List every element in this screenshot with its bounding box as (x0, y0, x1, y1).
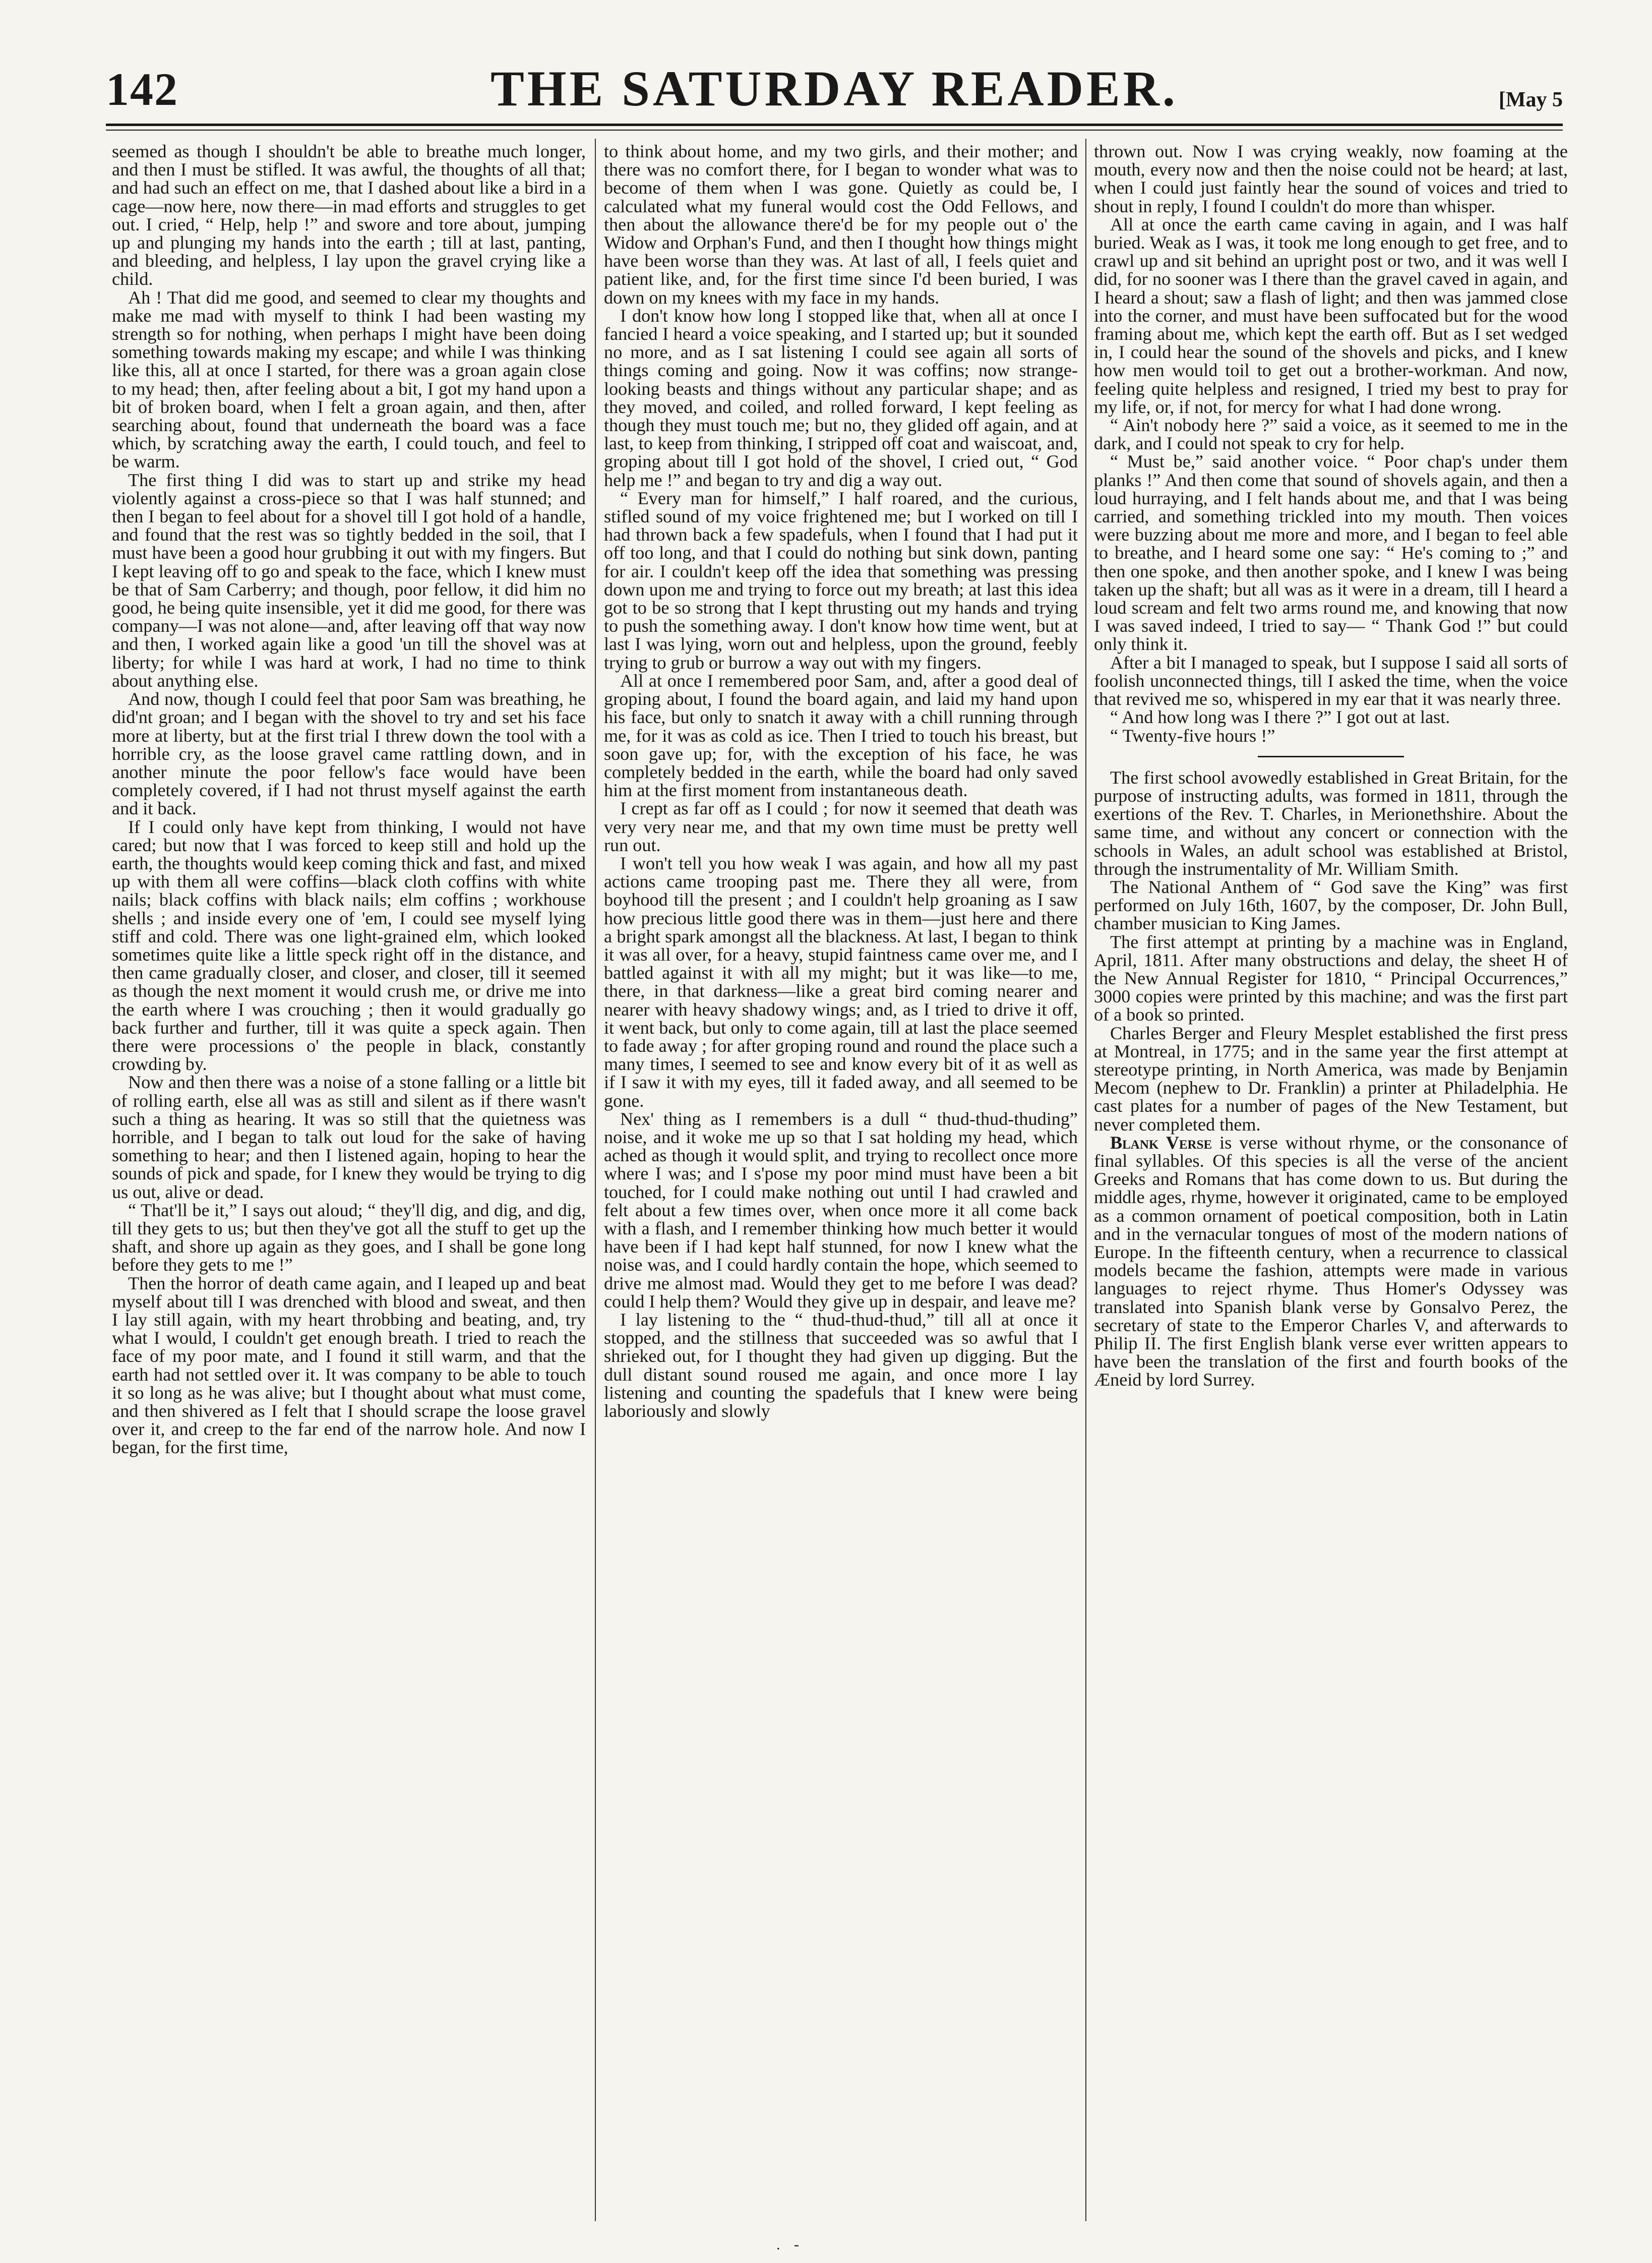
story-paragraph: I lay listening to the “ thud-thud-thud,” till all at once it stopped, and the stillness that succeeded was so awful that I shrieked out, for I thought they had given up digging. But the dull distant sound roused me again, and once more I lay listening and counting the spadefuls that I knew were being laboriously and slowly (604, 1309, 1078, 1421)
page-number: 142 (106, 64, 178, 115)
story-paragraph: Nex' thing as I remembers is a dull “ thud-thud-thuding” noise, and it woke me up so that I sat holding my head, which ached as though it would split, and trying to recollect once more where I was; and I s'pose my poor mind must have been a bit touched, for I could make nothing out until I had crawled and felt about a few times over, when once more it all come back with a flash, and I remember thinking how much better it would have been if I had kept half stunned, for now I knew what the noise was, and I could hardly contain the hope, which seemed to drive me almost mad. Would they get to me before I was dead? could I help them? Would they give up in despair, and leave me? (604, 1108, 1078, 1312)
story-column-3 (1094, 142, 1568, 2225)
miscellany-item: The first school avowedly established in Great Britain, for the purpose of instructing adults, was formed in 1811, through the exertions of the Rev. T. Charles, in Merionethshire. About the same time, and without any concert or connection with the schools in Wales, an adult school was established at Bristol, through the instrumentality of Mr. William Smith. (1094, 767, 1568, 879)
story-paragraph: I crept as far off as I could ; for now it seemed that death was very very near me, and that my own time must be pretty well run out. (604, 798, 1078, 855)
story-paragraph: I don't know how long I stopped like that, when all at once I fancied I heard a voice speaking, and I started up; but it sounded no more, and as I sat listening I could see again all sorts of things coming and going. Now it was coffins; now strange-looking beasts and things without any particular shape; and as they moved, and coiled, and rolled forward, I kept feeling as though they must touch me; but no, they glided off again, and at last, to keep from thinking, I stripped off coat and waiscoat, and, groping about till I got hold of the shovel, I cried out, “ God help me !” and began to try and dig a way out. (604, 305, 1078, 490)
story-paragraph: “ Must be,” said another voice. “ Poor chap's under them planks !” And then come that sound of shovels again, and then a loud hurraying, and I felt hands about me, and that I was being carried, and something trickled into my mouth. Then voices were buzzing about me more and more, and I began to feel able to breathe, and I heard some one say: “ He's coming to ;” and then one spoke, and then another spoke, and I knew I was being taken up the shaft; but all was as it were in a dream, till I heard a loud scream and felt two arms round me, and knowing that now I was saved indeed, I tried to say— “ Thank God !” but could only think it. (1094, 451, 1568, 654)
issue-date: [May 5 (1498, 88, 1563, 111)
footer-mark: . - (776, 2236, 804, 2253)
story-paragraph: “ That'll be it,” I says out aloud; “ they'll dig, and dig, and dig, till they gets to us; but then they've got all the stuff to get up the shaft, and shore up again as they goes, and I shall be gone long before they gets to me !” (112, 1200, 586, 1275)
story-column-2 (604, 142, 1078, 2225)
story-paragraph: to think about home, and my two girls, and their mother; and there was no comfort there, for I began to wonder what was to become of them when I was gone. Quietly as could be, I calculated what my funeral would cost the Odd Fellows, and then about the allowance there'd be for my people out o' the Widow and Orphan's Fund, and then I thought how things might have been worse than they was. At last of all, I feels quiet and patient like, and, for the first time since I'd been buried, I was down on my knees with my face in my hands. (604, 142, 1078, 308)
story-paragraph: If I could only have kept from thinking, I would not have cared; but now that I was forced to keep still and hold up the earth, the thoughts would keep coming thick and fast, and mixed up with them all were coffins—black cloth coffins with white nails; black coffins with black nails; elm coffins ; workhouse shells ; and inside every one of 'em, I could see myself lying stiff and cold. There was one light-grained elm, which looked sometimes quite like a little speck right off in the distance, and then came gradually closer, and closer, and closer, till it seemed as though the next moment it would crush me, or drive me into the earth where I was crouching ; then it would gradually go back further and further, till it was quite a speck again. Then there were processions o' the people in black, constantly crowding by. (112, 816, 586, 1075)
story-paragraph: thrown out. Now I was crying weakly, now foaming at the mouth, every now and then the noise could not be heard; at last, when I could just faintly hear the sound of voices and tried to shout in reply, I found I couldn't do more than whisper. (1094, 142, 1568, 216)
masthead-title: THE SATURDAY READER. (491, 61, 1178, 116)
story-paragraph: I won't tell you how weak I was again, and how all my past actions came trooping past me. There they all were, from boyhood till the present ; and I couldn't help groaning as I saw how precious little good there was in them—just here and there a bright spark amongst all the blackness. At last, I began to think it was all over, for a heavy, stupid faintness came over me, and I battled against it with all my might; but it was like—to me, there, in that darkness—like a great bird coming nearer and nearer with heavy shadowy wings; and, as I tried to drive it off, it went back, but only to come again, till at last the place seemed to fade away ; for after groping round and round the place such a many times, I seemed to see and know every bit of it as well as if I saw it with my eyes, till it faded away, and all seemed to be gone. (604, 853, 1078, 1111)
story-paragraph: Ah ! That did me good, and seemed to clear my thoughts and make me mad with myself to think I had been wasting my strength so for nothing, when perhaps I might have been doing something towards making my escape; and while I was thinking like this, all at once I started, for there was a groan again close to my head; then, after feeling about a bit, I got my hand upon a bit of broken board, when I felt a groan again, and then, after searching about, found that underneath the board was a face which, by scratching away the earth, I could touch, and feel to be warm. (112, 287, 586, 472)
story-paragraph: And now, though I could feel that poor Sam was breathing, he did'nt groan; and I began with the shovel to try and set his face more at liberty, but at the first trial I threw down the tool with a horrible cry, as the loose gravel came rattling down, and in another minute the poor fellow's face would have been completely covered, if I had not thrust myself against the earth and it back. (112, 689, 586, 819)
story-paragraph: Then the horror of death came again, and I leaped up and beat myself about till I was drenched with blood and sweat, and then I lay still again, with my heart throbbing and beating, and, try what I would, I couldn't get enough breath. I tried to reach the face of my poor mate, and I found it still warm, and that the earth had not settled over it. It was company to be able to touch it so long as he was alive; but I thought about what must come, and then shivered as I felt that I should scrape the loose gravel over it, and creep to the far end of the narrow hole. And now I began, for the first time, (112, 1273, 586, 1458)
column-divider (595, 139, 596, 2221)
story-paragraph: All at once the earth came caving in again, and I was half buried. Weak as I was, it took me long enough to get free, and to crawl up and sit behind an upright post or two, and it was well I did, for no sooner was I there than the gravel caved in again, and I heard a shout; saw a flash of light; and then was jammed close into the corner, and must have been suffocated but for the wood framing about me, which kept the earth off. But as I set wedged in, I could hear the sound of the shovels and picks, and I knew how men would toil to get out a brother-workman. And now, feeling quite helpless and resigned, I tried my best to pray for my life, or, if not, for mercy for what I had done wrong. (1094, 214, 1568, 417)
story-paragraph: All at once I remembered poor Sam, and, after a good deal of groping about, I found the board again, and laid my hand upon his face, but only to snatch it away with a chill running through me, for it was as cold as ice. Then I tried to touch his breast, but soon gave up; for, with the exception of his face, he was completely bedded in the earth, while the board had only saved him at the first moment from instantaneous death. (604, 670, 1078, 801)
story-paragraph: “ Ain't nobody here ?” said a voice, as it seemed to me in the dark, and I could not speak to cry for help. (1094, 415, 1568, 454)
miscellany-item: The first attempt at printing by a machine was in England, April, 1811. After many obstructions and delay, the sheet H of the New Annual Register for 1810, “ Principal Occurrences,” 3000 copies were printed by this machine; and was the first part of a book so printed. (1094, 931, 1568, 1025)
miscellany-item: The National Anthem of “ God save the King” was first performed on July 16th, 1607, by the composer, Dr. John Bull, chamber musician to King James. (1094, 876, 1568, 934)
blank-verse-paragraph (1094, 1134, 1568, 1389)
story-paragraph: “ Twenty-five hours !” (1110, 725, 1275, 746)
header-rule (106, 124, 1563, 126)
story-paragraph: “ Every man for himself,” I half roared, and the curious, stifled sound of my voice frightened me; but I worked on till I had thrown back a few spadefuls, when I found that I had put it off too long, and that I could do nothing but sink down, panting for air. I couldn't keep off the idea that something was pressing down upon me and trying to force out my breath; at last this idea got to be so strong that I kept thrusting out my hands and trying to push the something away. I don't know how time went, but at last I was lying, worn out and helpless, upon the ground, feebly trying to grub or burrow a way out with my fingers. (604, 488, 1078, 673)
story-paragraph: After a bit I managed to speak, but I suppose I said all sorts of foolish unconnected things, till I asked the time, when the voice that revived me so, whispered in my ear that it was nearly three. (1094, 652, 1568, 709)
page-header (106, 59, 1563, 123)
header-rule-thin (106, 130, 1563, 131)
story-paragraph: “ And how long was I there ?” I got out at last. (1110, 707, 1450, 728)
column-divider (1085, 139, 1086, 2221)
story-paragraph: Now and then there was a noise of a stone falling or a little bit of rolling earth, else all was as still and silent as if there wasn't such a thing as hearing. It was so still that the quietness was horrible, and I began to talk out loud for the sake of having something to hear; and then I listened again, hoping to hear the sounds of pick and spade, for I knew they would be trying to dig us out, alive or dead. (112, 1072, 586, 1202)
story-column-1 (112, 142, 586, 2225)
section-divider (1258, 756, 1404, 757)
blank-verse-heading: Blank Verse (1110, 1132, 1212, 1153)
story-paragraph: seemed as though I shouldn't be able to breathe much longer, and then I must be stifled. It was awful, the thoughts of all that; and had such an effect on me, that I dashed about like a bird in a cage—now here, now there—in mad efforts and struggles to get out. I cried, “ Help, help !” and swore and tore about, jumping up and plunging my hands into the earth ; till at last, panting, and bleeding, and helpless, I lay upon the gravel crying like a child. (112, 142, 586, 289)
story-paragraph: The first thing I did was to start up and strike my head violently against a cross-piece so that I was half stunned; and then I began to feel about for a shovel till I got hold of a handle, and found that the rest was so tightly bedded in the soil, that I must have been a good hour grubbing it out with my fingers. But I kept leaving off to go and speak to the face, which I knew must be that of Sam Carberry; and though, poor fellow, it did him no good, he being quite insensible, yet it did me good, for there was company—I was not alone—and, after leaving off that way now and then, I worked again like a good 'un till the shovel was at liberty; for while I was hard at work, I had no time to think about anything else. (112, 469, 586, 691)
blank-verse-body: is verse without rhyme, or the consonance of final syllables. Of this species is all the verse of the ancient Greeks and Romans that has come down to us. But during the middle ages, rhyme, however it originated, came to be employed as a common ornament of poetical composition, both in Latin and in the vernacular tongues of most of the modern nations of Europe. In the fifteenth century, when a recurrence to classical models became the fashion, attempts were made in various languages to reject rhyme. Thus Homer's Odyssey was translated into Spanish blank verse by Gonsalvo Perez, the secretary of state to the Emperor Charles V, and afterwards to Philip II. The first English blank verse ever written appears to have been the translation of the first and fourth books of the Æneid by lord Surrey. (1094, 1132, 1568, 1390)
miscellany-item: Charles Berger and Fleury Mesplet established the first press at Montreal, in 1775; and in the same year the first attempt at stereotype printing, in North America, was made by Benjamin Mecom (nephew to Dr. Franklin) a printer at Philadelphia. He cast plates for a number of pages of the New Testament, but never completed them. (1094, 1023, 1568, 1135)
